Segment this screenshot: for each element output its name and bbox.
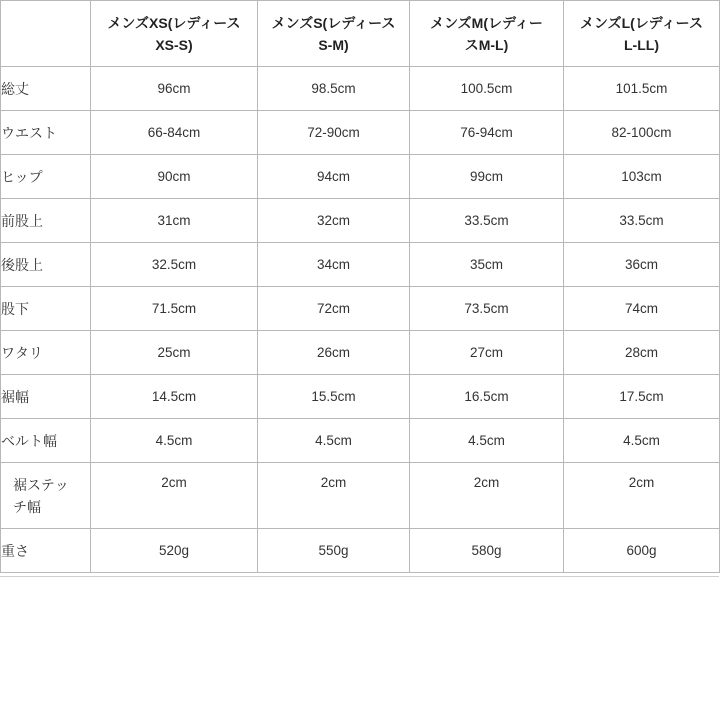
table-cell: 2cm [91, 463, 258, 529]
table-cell: 550g [258, 529, 410, 573]
table-row [1, 331, 720, 375]
table-cell: 4.5cm [410, 419, 564, 463]
table-row [1, 529, 720, 573]
table-cell: 26cm [258, 331, 410, 375]
table-cell: 16.5cm [410, 375, 564, 419]
table-cell: 33.5cm [410, 199, 564, 243]
table-cell: 90cm [91, 155, 258, 199]
table-cell: 4.5cm [258, 419, 410, 463]
table-cell: 2cm [410, 463, 564, 529]
table-row [1, 463, 720, 529]
table-cell: 96cm [91, 67, 258, 111]
table-row [1, 199, 720, 243]
row-label: 裾ステッチ幅 [1, 463, 91, 529]
column-header-mens-s: メンズS(レディース S-M) [258, 1, 410, 67]
table-cell: 98.5cm [258, 67, 410, 111]
header-corner-cell [1, 1, 91, 67]
row-label: 前股上 [1, 199, 91, 243]
row-label: ベルト幅 [1, 419, 91, 463]
table-cell: 36cm [564, 243, 720, 287]
table-cell: 28cm [564, 331, 720, 375]
table-row [1, 287, 720, 331]
table-cell: 27cm [410, 331, 564, 375]
table-cell: 2cm [258, 463, 410, 529]
table-cell: 31cm [91, 199, 258, 243]
row-label: 総丈 [1, 67, 91, 111]
table-cell: 35cm [410, 243, 564, 287]
table-row [1, 67, 720, 111]
table-cell: 600g [564, 529, 720, 573]
table-cell: 15.5cm [258, 375, 410, 419]
column-header-mens-xs: メンズXS(レディース XS-S) [91, 1, 258, 67]
table-cell: 34cm [258, 243, 410, 287]
table-cell: 4.5cm [564, 419, 720, 463]
table-header-row [1, 1, 720, 67]
table-cell: 2cm [564, 463, 720, 529]
table-cell: 72-90cm [258, 111, 410, 155]
table-cell: 66-84cm [91, 111, 258, 155]
table-cell: 94cm [258, 155, 410, 199]
table-cell: 73.5cm [410, 287, 564, 331]
row-label: 重さ [1, 529, 91, 573]
table-cell: 580g [410, 529, 564, 573]
row-label: 裾幅 [1, 375, 91, 419]
table-cell: 99cm [410, 155, 564, 199]
table-cell: 4.5cm [91, 419, 258, 463]
table-row [1, 419, 720, 463]
table-cell: 14.5cm [91, 375, 258, 419]
table-row [1, 243, 720, 287]
table-cell: 74cm [564, 287, 720, 331]
table-cell: 32.5cm [91, 243, 258, 287]
table-cell: 100.5cm [410, 67, 564, 111]
table-row [1, 111, 720, 155]
bottom-divider [0, 576, 719, 577]
table-row [1, 155, 720, 199]
table-cell: 101.5cm [564, 67, 720, 111]
row-label: 股下 [1, 287, 91, 331]
table-cell: 520g [91, 529, 258, 573]
column-header-mens-l: メンズL(レディース L-LL) [564, 1, 720, 67]
row-label: ヒップ [1, 155, 91, 199]
row-label: ウエスト [1, 111, 91, 155]
table-cell: 72cm [258, 287, 410, 331]
table-cell: 25cm [91, 331, 258, 375]
table-cell: 103cm [564, 155, 720, 199]
table-cell: 33.5cm [564, 199, 720, 243]
table-cell: 82-100cm [564, 111, 720, 155]
table-cell: 71.5cm [91, 287, 258, 331]
table-row [1, 375, 720, 419]
column-header-mens-m: メンズM(レディー スM-L) [410, 1, 564, 67]
table-cell: 76-94cm [410, 111, 564, 155]
table-cell: 17.5cm [564, 375, 720, 419]
table-cell: 32cm [258, 199, 410, 243]
row-label: ワタリ [1, 331, 91, 375]
row-label: 後股上 [1, 243, 91, 287]
